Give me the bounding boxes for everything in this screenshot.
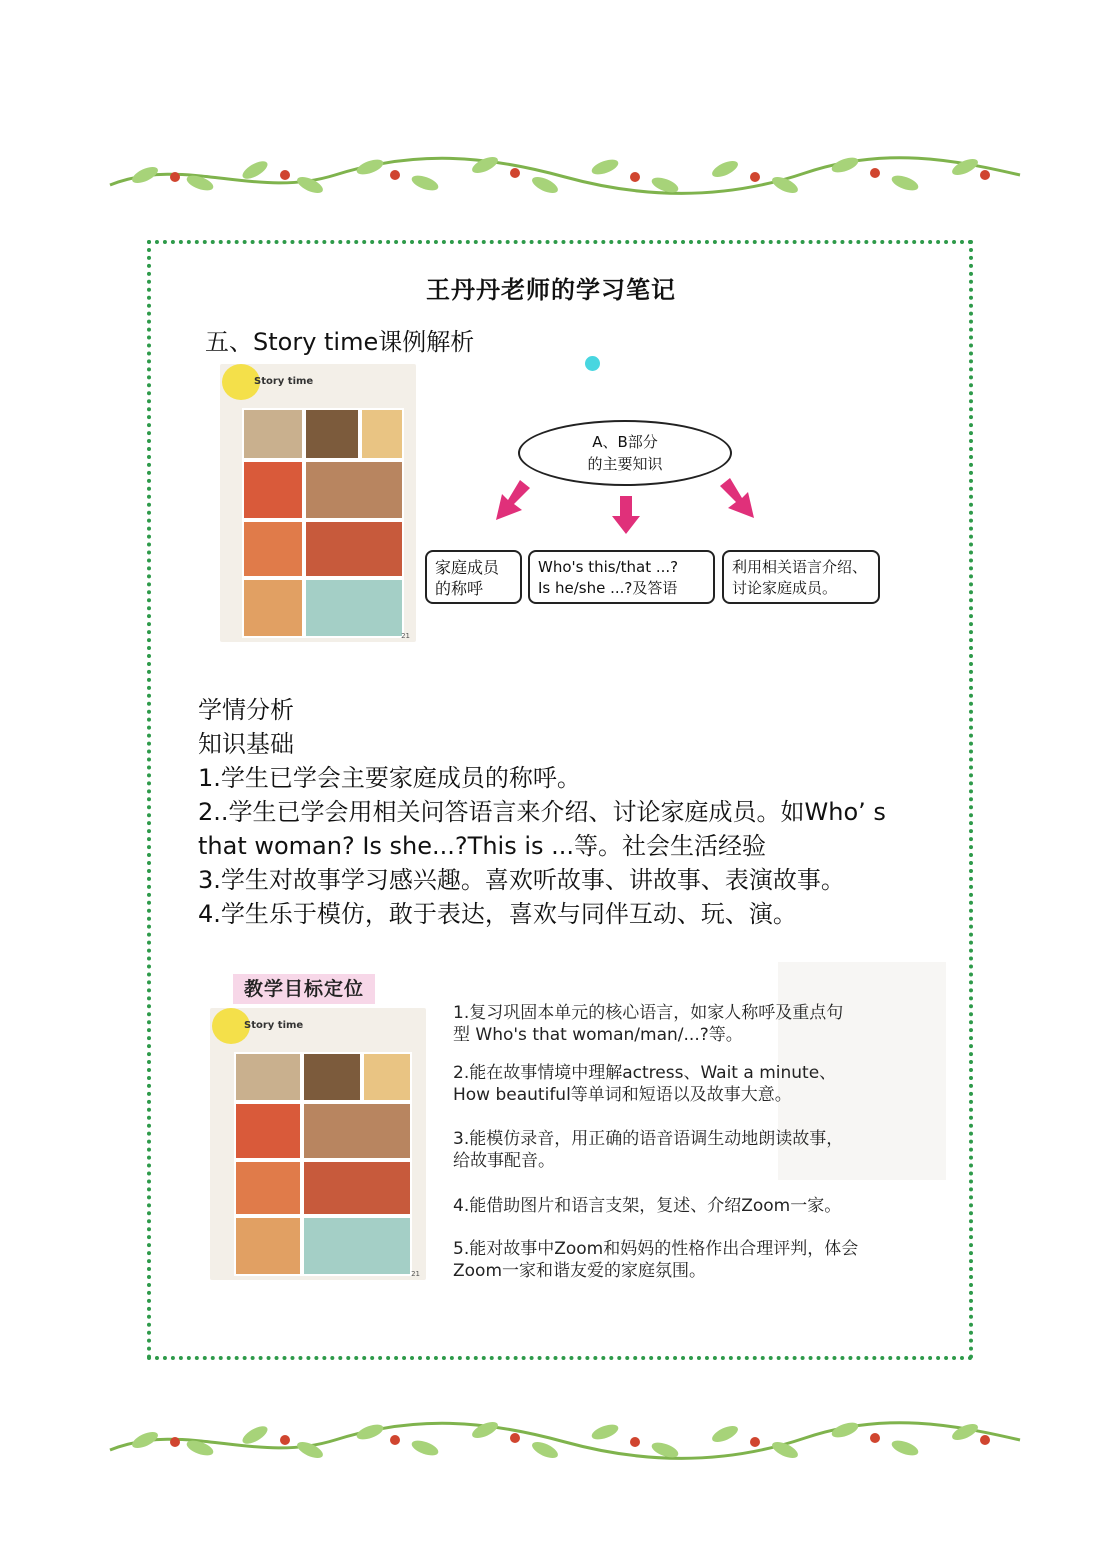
box1-line1: 家庭成员: [435, 558, 500, 577]
goal-1-line2: 型 Who's that woman/man/...?等。: [453, 1025, 743, 1045]
comic-header: Story time: [244, 1020, 304, 1031]
analysis-line-2: 2..学生已学会用相关问答语言来介绍、讨论家庭成员。如Who’ s: [198, 798, 886, 826]
goal-3-line2: 给故事配音。: [453, 1151, 555, 1171]
box2-line1: Who's this/that ...?: [538, 558, 679, 576]
goal-4-line1: 4.能借助图片和语言支架，复述、介绍Zoom一家。: [453, 1196, 842, 1216]
goal-2-line2: How beautiful等单词和短语以及故事大意。: [453, 1085, 792, 1105]
analysis-line-1: 1.学生已学会主要家庭成员的称呼。: [198, 764, 581, 792]
comic-header: Story time: [254, 376, 314, 387]
page-title: 王丹丹老师的学习笔记: [426, 276, 676, 304]
section-heading: 五、Story time课例解析: [205, 328, 475, 356]
mindmap-center-line2: 的主要知识: [587, 455, 663, 473]
goal-3-line1: 3.能模仿录音，用正确的语音语调生动地朗读故事，: [453, 1129, 844, 1149]
cyan-dot: [585, 356, 600, 371]
goal-2-line1: 2.能在故事情境中理解actress、Wait a minute、: [453, 1063, 837, 1083]
pink-arrow-icon: [716, 476, 760, 522]
goal-5-line2: Zoom一家和谐友爱的家庭氛围。: [453, 1261, 707, 1281]
analysis-line-3: that woman? Is she...?This is ...等。社会生活经验: [198, 832, 767, 860]
vine-border-top: [105, 145, 1025, 205]
box2-line2: Is he/she ...?及答语: [538, 579, 678, 597]
vine-border-bottom: [105, 1410, 1025, 1470]
mindmap-box-questions: [528, 550, 715, 604]
goal-2: [453, 1062, 933, 1106]
comic-thumbnail-1: [220, 364, 416, 642]
comic-page-number: 21: [401, 632, 410, 640]
goal-1-line1: 1.复习巩固本单元的核心语言，如家人称呼及重点句: [453, 1003, 844, 1023]
pink-arrow-icon: [490, 478, 534, 524]
analysis-line-5: 4.学生乐于模仿，敢于表达，喜欢与同伴互动、玩、演。: [198, 900, 797, 928]
mindmap-box-family-terms: [425, 550, 522, 604]
box3-line1: 利用相关语言介绍、: [732, 558, 868, 576]
goal-5: [453, 1238, 933, 1282]
mindmap-center-line1: A、B部分: [592, 433, 658, 451]
goal-3: [453, 1128, 933, 1172]
comic-thumbnail-2: [210, 1008, 426, 1280]
mindmap-center: [518, 420, 732, 486]
analysis-heading: 学情分析: [198, 696, 294, 724]
analysis-line-4: 3.学生对故事学习感兴趣。喜欢听故事、讲故事、表演故事。: [198, 866, 845, 894]
goal-4: [453, 1195, 933, 1217]
box3-line2: 讨论家庭成员。: [732, 579, 838, 597]
mindmap-box-introduce: [722, 550, 880, 604]
pink-arrow-icon: [610, 494, 642, 536]
goal-5-line1: 5.能对故事中Zoom和妈妈的性格作出合理评判，体会: [453, 1239, 859, 1259]
goals-label: 教学目标定位: [233, 974, 375, 1004]
goal-1: [453, 1002, 933, 1046]
analysis-subheading: 知识基础: [198, 730, 294, 758]
comic-page-number: 21: [411, 1270, 420, 1278]
box1-line2: 的称呼: [435, 579, 484, 598]
